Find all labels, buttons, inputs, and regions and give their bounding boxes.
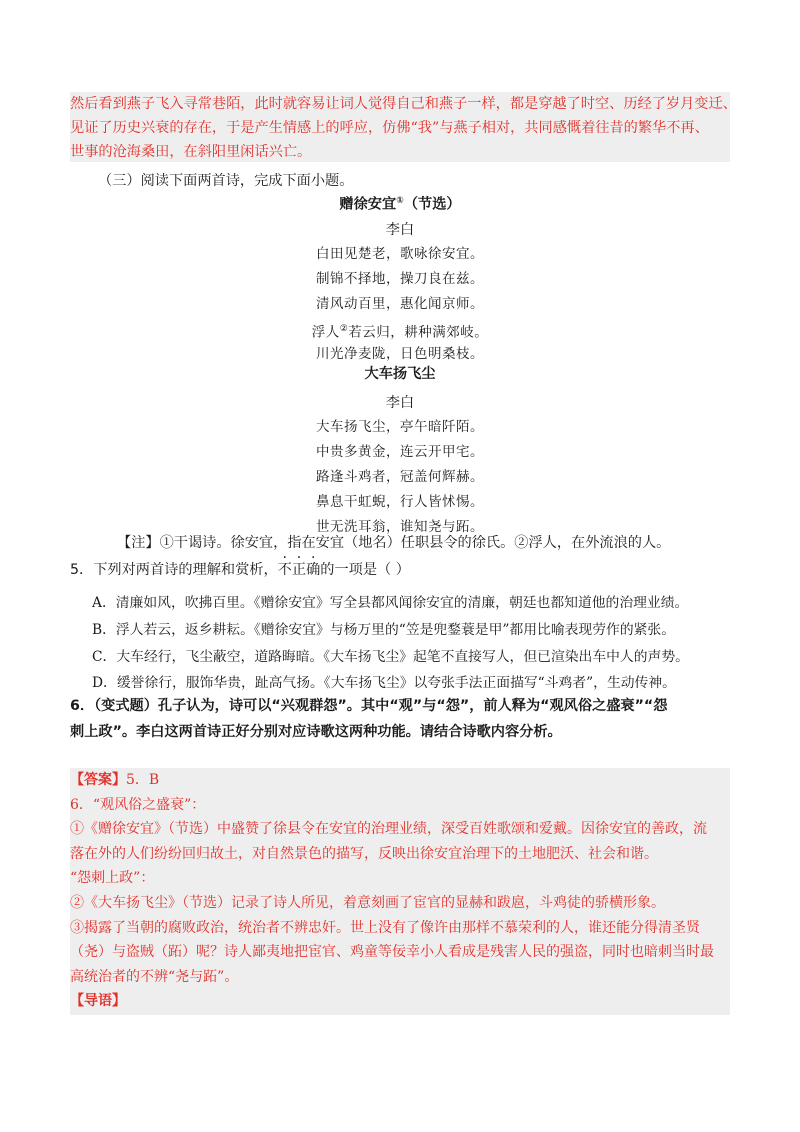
poem-line: 大车扬飞尘，亭午暗阡陌。 (316, 419, 484, 435)
text-line: 6．（变式题）孔子认为，诗可以“兴观群怨”。其中“观”与“怨”，前人释为“观风俗之盛衰”“怨 (70, 698, 668, 714)
question-5: 5．下列对两首诗的理解和赏析，不正确的一项是（ ） (70, 562, 410, 578)
option-d: D．缓誉徐行，服饰华贵，趾高气扬。《大车扬飞尘》以夸张手法正面描写“斗鸡者”，生动传神。 (92, 675, 676, 691)
poem-line: 世无洗耳翁，谁知尧与跖。 (316, 519, 484, 535)
option-b: B．浮人若云，返乡耕耘。《赠徐安宜》与杨万里的“笠是兜鍪蓑是甲”都用比喻表现劳作的紧张。 (92, 622, 676, 638)
poem-zeng-xu-anyi (0, 189, 800, 367)
answer-block (70, 768, 730, 1015)
text-line: 世事的沧海桑田，在斜阳里闲话兴亡。 (70, 144, 312, 160)
text-line: 6．“观风俗之盛衰”： (70, 796, 206, 813)
option-c: C．大车经行，飞尘蔽空，道路晦暗。《大车扬飞尘》起笔不直接写人，但已渲染出车中人的声势。 (92, 649, 689, 665)
text-line: ③揭露了当朝的腐败政治，统治者不辨忠奸。世上没有了像许由那样不慕荣利的人，谁还能分得清圣贤 (70, 919, 700, 936)
poem-line: 清风动百里，惠化闻京师。 (316, 296, 484, 312)
text-line: 然后看到燕子飞入寻常巷陌，此时就容易让词人觉得自己和燕子一样，都是穿越了时空、历经了岁月变迁、 (70, 96, 737, 112)
poem-author: 李白 (385, 395, 415, 411)
question-6 (70, 693, 735, 745)
emphasis-char: 确 (306, 562, 321, 578)
poem-line: 制锦不择地，操刀良在兹。 (316, 271, 484, 287)
poem-da-che-yang-fei-chen (0, 362, 800, 540)
poem-line: 路逢斗鸡者，冠盖何辉赫。 (316, 469, 484, 485)
poem-line: 鼻息干虹蜺，行人皆怵惕。 (316, 494, 484, 510)
poem-title: 赠徐安宜①（节选） (339, 196, 461, 213)
text-line: ②《大车扬飞尘》（节选）记录了诗人所见，着意刻画了宦官的显赫和跋扈，斗鸡徒的骄横形象。 (70, 894, 665, 911)
poem-line: 浮人②若云归，耕种满郊岐。 (311, 324, 489, 341)
poem-line: 川光净麦陇，日色明桑枝。 (316, 346, 484, 362)
poem-author: 李白 (385, 222, 415, 238)
text-line: 高统治者的不辨“尧与跖”。 (70, 968, 239, 985)
text-line: “怨刺上政”： (70, 870, 155, 887)
text-line: 刺上政”。李白这两首诗正好分别对应诗歌这两种功能。请结合诗歌内容分析。 (70, 724, 562, 740)
answer-value: 5．B (126, 772, 160, 788)
answer-label: 【答案】 (70, 772, 126, 788)
poem-title: 大车扬飞尘 (364, 366, 436, 382)
option-a: A．清廉如风，吹拂百里。《赠徐安宜》写全县都风闻徐安宜的清廉，朝廷也都知道他的治理业绩。 (92, 595, 689, 611)
poem-line: 中贵多黄金，连云开甲宅。 (316, 444, 484, 460)
poem-note: 【注】①干谒诗。徐安宜，指在安宜（地名）任职县令的徐氏。②浮人，在外流浪的人。 (117, 535, 671, 551)
text-line: 落在外的人们纷纷回归故土，对自然景色的描写，反映出徐安宜治理下的土地肥沃、社会和谐。 (70, 845, 658, 862)
emphasis-char: 不 (277, 562, 292, 578)
text-line: ①《赠徐安宜》（节选）中盛赞了徐县令在安宜的治理业绩，深受百姓歌颂和爱戴。因徐安宜的善政，流 (70, 821, 707, 838)
text-line: 见证了历史兴衰的存在，于是产生情感上的呼应，仿佛“我”与燕子相对，共同感慨着往昔的繁华不再、 (70, 120, 709, 136)
guide-label: 【导语】 (70, 993, 126, 1010)
emphasis-char: 正 (291, 562, 307, 578)
previous-answer-block (70, 92, 737, 162)
answer-heading (70, 768, 730, 793)
text-line: （尧）与盗贼（跖）呢？诗人鄙夷地把宦官、鸡童等佞幸小人看成是残害人民的强盗，同时也暗刺当时最 (70, 944, 714, 961)
section-intro: （三）阅读下面两首诗，完成下面小题。 (98, 173, 354, 189)
poem-line: 白田见楚老，歌咏徐安宜。 (316, 246, 484, 262)
